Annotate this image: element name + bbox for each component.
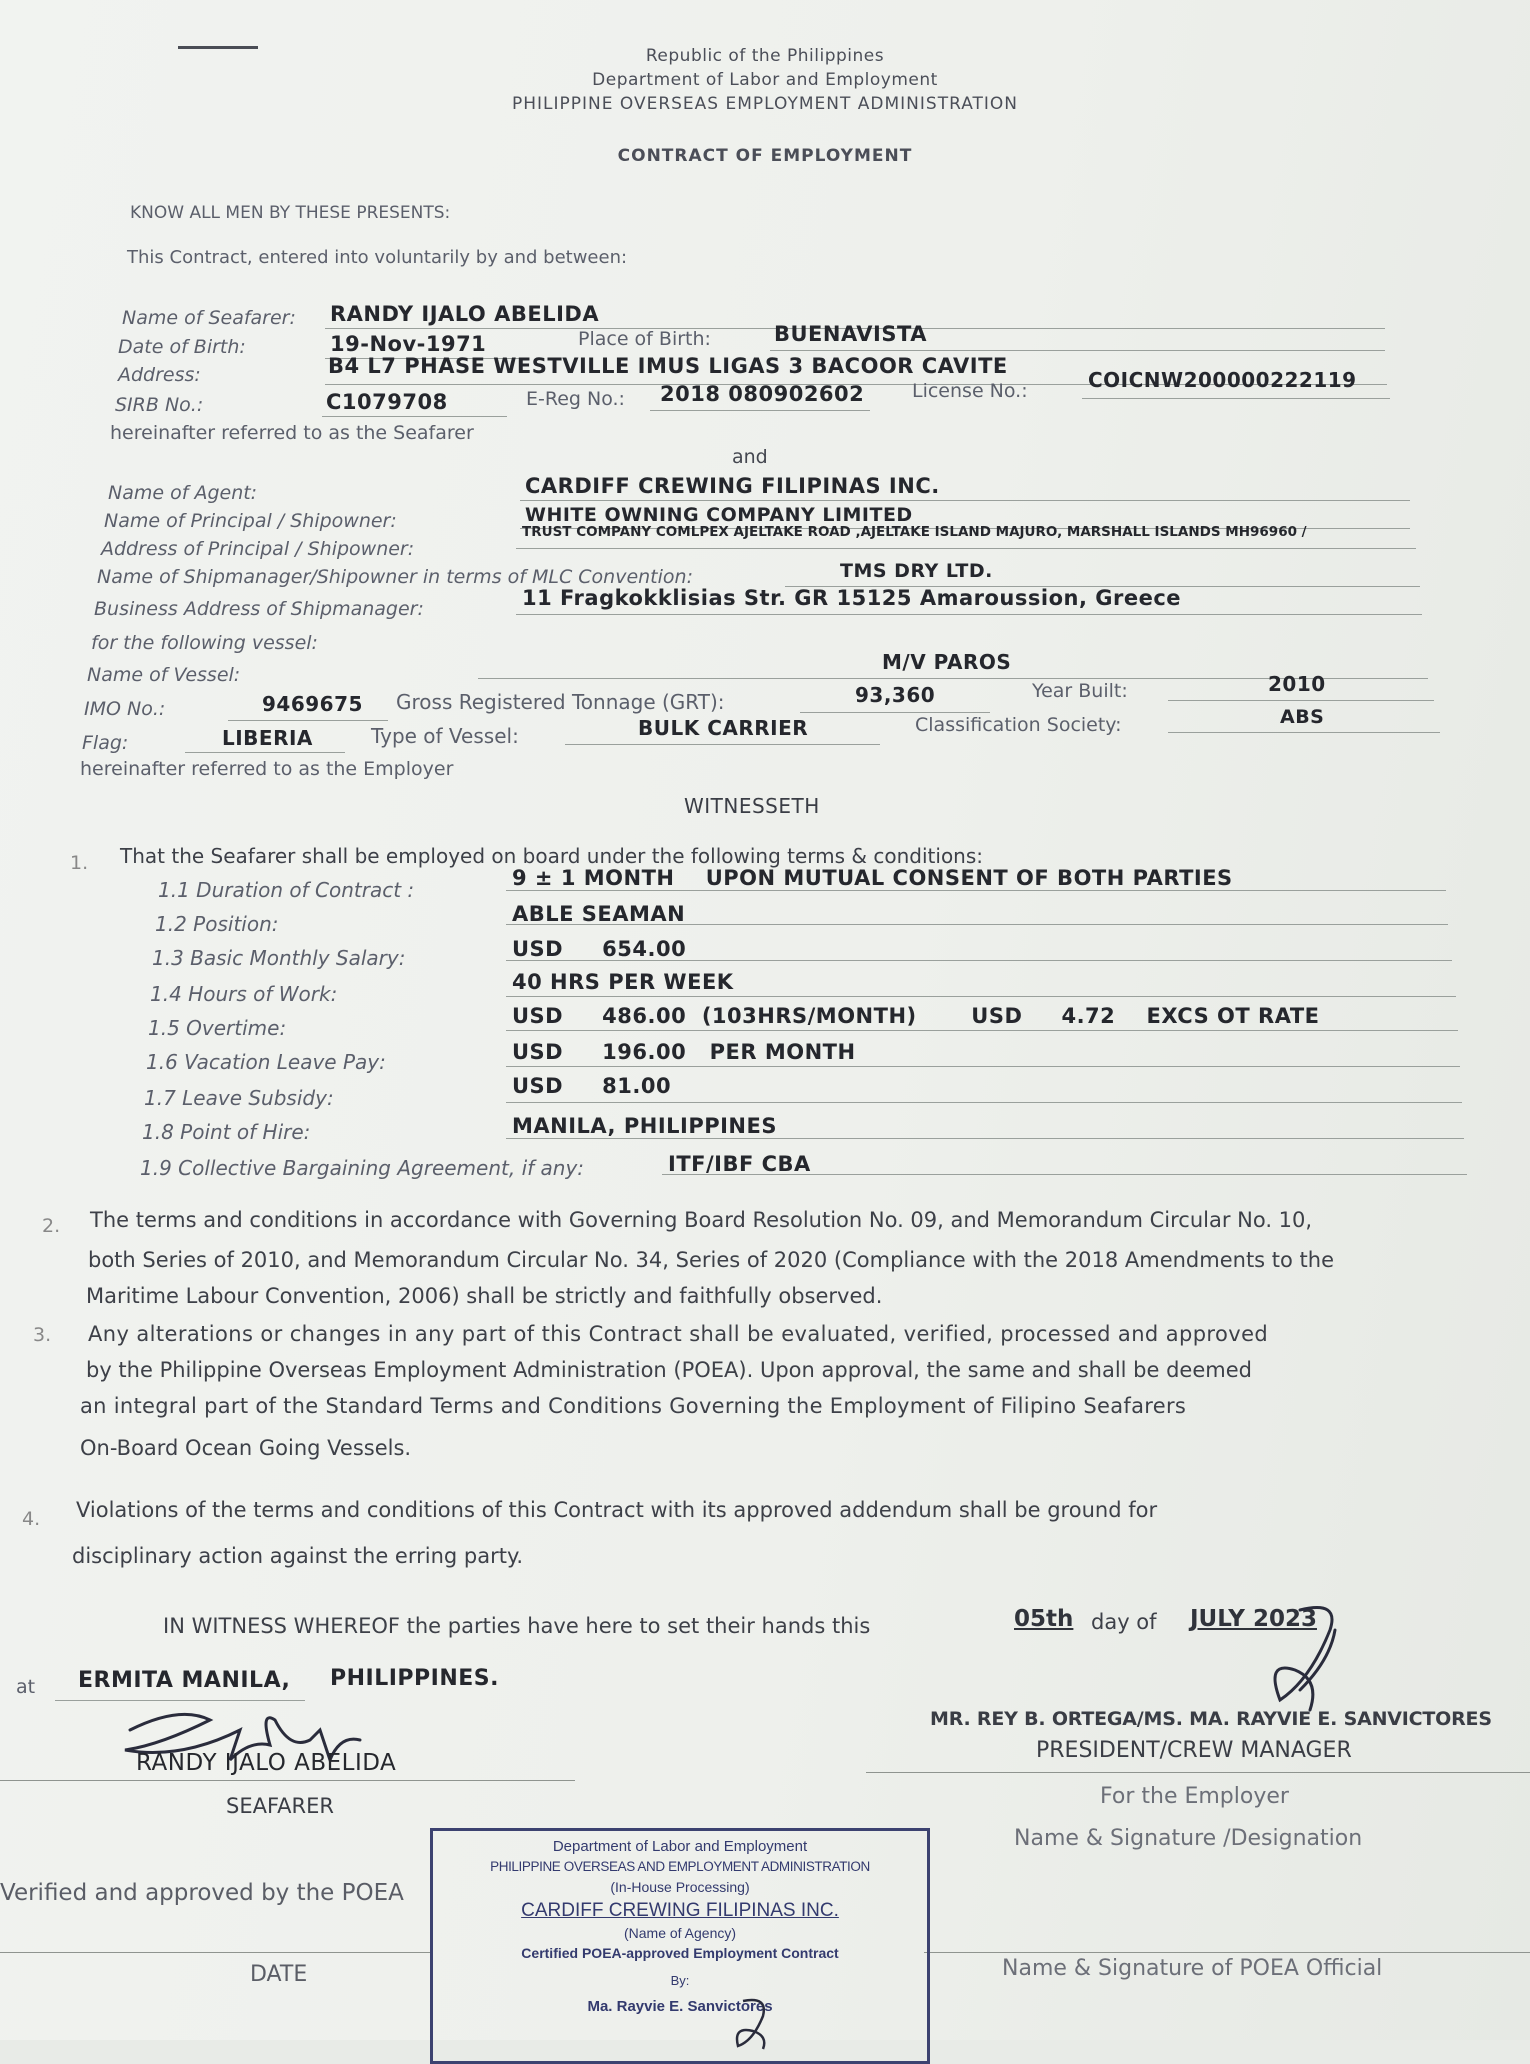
term-line-5: [506, 1030, 1458, 1031]
pob-line: [770, 350, 1385, 351]
witnesseth: WITNESSETH: [684, 794, 820, 818]
sirb-value: C1079708: [326, 390, 448, 414]
clause3-line-2: by the Philippine Overseas Employment Administration (POEA). Upon approval, the same and shall be deemed: [86, 1358, 1252, 1382]
principal-value: WHITE OWNING COMPANY LIMITED: [525, 504, 913, 526]
witness-place: ERMITA MANILA,: [78, 1668, 291, 1693]
name-signature-designation: Name & Signature /Designation: [1014, 1826, 1363, 1851]
seafarer-sign-name: RANDY IJALO ABELIDA: [136, 1750, 397, 1776]
witness-whereof: IN WITNESS WHEREOF the parties have here to set their hands this: [163, 1614, 871, 1638]
stamp-agency: CARDIFF CREWING FILIPINAS INC.: [521, 1900, 839, 1921]
clause2-line-2: both Series of 2010, and Memorandum Circular No. 34, Series of 2020 (Compliance with the 2018 Amendments to the: [88, 1248, 1335, 1272]
address-value: B4 L7 PHASE WESTVILLE IMUS LIGAS 3 BACOOR CAVITE: [328, 354, 1008, 378]
agent-label: Name of Agent:: [108, 482, 258, 504]
verified-poea: Verified and approved by the POEA: [0, 1880, 404, 1906]
class-society-label: Classification Society:: [915, 714, 1122, 736]
poea-stamp: [430, 1828, 930, 2064]
agent-line: [520, 500, 1410, 501]
sirb-line: [322, 416, 507, 417]
term-line-6: [506, 1066, 1460, 1067]
clause2-line-1: The terms and conditions in accordance with Governing Board Resolution No. 09, and Memorandum Circular No. 10,: [90, 1208, 1313, 1232]
following-vessel: for the following vessel:: [91, 632, 318, 654]
imo-label: IMO No.:: [84, 698, 166, 720]
term-value-3: USD 654.00: [512, 937, 687, 961]
term-value-6: USD 196.00 PER MONTH: [512, 1040, 856, 1064]
verified-line: [0, 1952, 430, 1953]
poea-official: Name & Signature of POEA Official: [1002, 1956, 1383, 1981]
term-value-1: 9 ± 1 MONTH UPON MUTUAL CONSENT OF BOTH PARTIES: [512, 866, 1233, 890]
agent-value: CARDIFF CREWING FILIPINAS INC.: [525, 474, 940, 498]
grt-value: 93,360: [855, 683, 936, 707]
ereg-label: E-Reg No.:: [526, 388, 625, 410]
principal-label: Name of Principal / Shipowner:: [104, 510, 397, 532]
year-built-line: [1168, 700, 1434, 701]
grt-label: Gross Registered Tonnage (GRT):: [396, 690, 725, 714]
vessel-type-value: BULK CARRIER: [638, 716, 809, 740]
for-employer: For the Employer: [1100, 1784, 1289, 1809]
clause3-line-4: On-Board Ocean Going Vessels.: [80, 1436, 412, 1460]
pob-label: Place of Birth:: [578, 328, 711, 350]
term-value-5: USD 486.00 (103HRS/MONTH) USD 4.72 EXCS OT RATE: [512, 1004, 1320, 1028]
principal-address-value: TRUST COMPANY COMLPEX AJELTAKE ROAD ,AJELTAKE ISLAND MAJURO, MARSHALL ISLANDS MH96960 /: [522, 524, 1307, 540]
imo-line: [228, 720, 388, 721]
class-society-line: [1168, 732, 1440, 733]
license-label: License No.:: [912, 380, 1028, 402]
business-address-label: Business Address of Shipmanager:: [94, 598, 424, 620]
vessel-type-line: [565, 744, 880, 745]
witness-at: at: [16, 1676, 36, 1698]
flag-line: [185, 752, 345, 753]
date-label: DATE: [250, 1962, 308, 1987]
term-line-8: [506, 1138, 1464, 1139]
flag-value: LIBERIA: [222, 726, 313, 750]
witness-day-of: day of: [1091, 1610, 1157, 1634]
license-value: COICNW200000222119: [1088, 368, 1357, 392]
employer-title: PRESIDENT/CREW MANAGER: [1036, 1738, 1352, 1763]
stamp-line-2: PHILIPPINE OVERSEAS AND EMPLOYMENT ADMINISTRATION: [490, 1859, 870, 1874]
stamp-signer: Ma. Rayvie E. Sanvictores: [587, 1998, 773, 2015]
poea-official-line: [924, 1952, 1530, 1953]
clause4-line-1: Violations of the terms and conditions of this Contract with its approved addendum shall be ground for: [76, 1498, 1158, 1522]
term-line-2: [506, 924, 1448, 925]
know-all-men: KNOW ALL MEN BY THESE PRESENTS:: [130, 203, 451, 223]
clause3-number: 3.: [33, 1324, 52, 1346]
stamp-line-1: Department of Labor and Employment: [552, 1838, 808, 1855]
stamp-certified: Certified POEA-approved Employment Contract: [521, 1945, 839, 1961]
shipmanager-value: TMS DRY LTD.: [840, 560, 993, 582]
clause1-text: That the Seafarer shall be employed on board under the following terms & conditions:: [120, 844, 984, 868]
term-line-7: [506, 1102, 1462, 1103]
clause2-number: 2.: [42, 1215, 61, 1237]
class-society-value: ABS: [1280, 706, 1325, 728]
term-label-8: 1.8 Point of Hire:: [142, 1120, 311, 1144]
pob-value: BUENAVISTA: [774, 322, 927, 346]
vessel-value: M/V PAROS: [882, 650, 1012, 674]
intro-entered: This Contract, entered into voluntarily by and between:: [127, 247, 628, 268]
seafarer-name-label: Name of Seafarer:: [122, 307, 296, 329]
and-word: and: [732, 446, 768, 468]
business-address-value: 11 Fragkokklisias Str. GR 15125 Amaroussion, Greece: [522, 586, 1182, 610]
license-line: [1082, 398, 1390, 399]
clause1-number: 1.: [70, 852, 89, 874]
clause3-line-1: Any alterations or changes in any part of this Contract shall be evaluated, verified, processed and approved: [88, 1322, 1269, 1346]
clause4-number: 4.: [22, 1508, 41, 1530]
witness-month-year: JULY 2023: [1190, 1606, 1317, 1632]
seafarer-name: RANDY IJALO ABELIDA: [330, 302, 600, 326]
stamp-signature: [723, 1991, 783, 2051]
seafarer-signature: [100, 1690, 400, 1800]
year-built-value: 2010: [1268, 672, 1326, 696]
grt-line: [800, 712, 990, 713]
employer-sign-line: [866, 1772, 1530, 1773]
vessel-label: Name of Vessel:: [87, 664, 241, 686]
clause3-line-3: an integral part of the Standard Terms and Conditions Governing the Employment of Filipino Seafarers: [80, 1394, 1187, 1418]
imo-value: 9469675: [262, 692, 363, 716]
clause4-line-2: disciplinary action against the erring party.: [72, 1544, 524, 1568]
sirb-label: SIRB No.:: [115, 394, 204, 416]
flag-label: Flag:: [82, 732, 129, 754]
term-line-9: [662, 1174, 1467, 1175]
stamp-by: By:: [670, 1973, 690, 1988]
shipmanager-label: Name of Shipmanager/Shipowner in terms of MLC Convention:: [97, 566, 693, 588]
employer-referred: hereinafter referred to as the Employer: [80, 758, 454, 780]
term-label-2: 1.2 Position:: [155, 912, 279, 936]
term-label-3: 1.3 Basic Monthly Salary:: [152, 946, 406, 970]
stamp-line-3: (In-House Processing): [610, 1879, 750, 1895]
seafarer-sign-line: [0, 1780, 575, 1781]
term-value-8: MANILA, PHILIPPINES: [512, 1114, 777, 1138]
year-built-label: Year Built:: [1032, 680, 1128, 702]
header-poea: PHILIPPINE OVERSEAS EMPLOYMENT ADMINISTRATION: [511, 94, 1019, 114]
witness-country: PHILIPPINES.: [330, 1666, 500, 1691]
term-label-6: 1.6 Vacation Leave Pay:: [146, 1050, 386, 1074]
ereg-line: [650, 410, 870, 411]
dob-label: Date of Birth:: [118, 336, 246, 358]
seafarer-referred: hereinafter referred to as the Seafarer: [110, 422, 474, 444]
stamp-agency-caption: (Name of Agency): [623, 1925, 737, 1941]
term-value-2: ABLE SEAMAN: [512, 902, 686, 926]
vessel-type-label: Type of Vessel:: [371, 724, 519, 748]
employer-names: MR. REY B. ORTEGA/MS. MA. RAYVIE E. SANVICTORES: [930, 1708, 1492, 1730]
ereg-value: 2018 080902602: [660, 382, 865, 406]
term-value-9: ITF/IBF CBA: [668, 1152, 811, 1176]
address-label: Address:: [118, 364, 201, 386]
principal-address-label: Address of Principal / Shipowner:: [101, 538, 415, 560]
header-department: Department of Labor and Employment: [592, 70, 938, 90]
clause2-line-3: Maritime Labour Convention, 2006) shall be strictly and faithfully observed.: [86, 1284, 883, 1308]
dob-value: 19-Nov-1971: [330, 332, 487, 356]
term-value-7: USD 81.00: [512, 1074, 672, 1098]
term-line-1: [506, 890, 1446, 891]
term-label-1: 1.1 Duration of Contract :: [158, 878, 415, 902]
header-republic: Republic of the Philippines: [645, 46, 885, 66]
principal-address-line: [516, 548, 1416, 549]
term-label-4: 1.4 Hours of Work:: [150, 982, 338, 1006]
document-title: CONTRACT OF EMPLOYMENT: [617, 146, 913, 166]
term-line-4: [506, 996, 1456, 997]
seafarer-role: SEAFARER: [226, 1794, 334, 1818]
term-label-5: 1.5 Overtime:: [148, 1016, 287, 1040]
term-value-4: 40 HRS PER WEEK: [512, 970, 734, 994]
business-address-line: [516, 614, 1422, 615]
witness-day: 05th: [1014, 1606, 1074, 1632]
term-label-7: 1.7 Leave Subsidy:: [144, 1086, 334, 1110]
term-line-3: [506, 960, 1452, 961]
term-label-9: 1.9 Collective Bargaining Agreement, if any:: [140, 1156, 585, 1180]
